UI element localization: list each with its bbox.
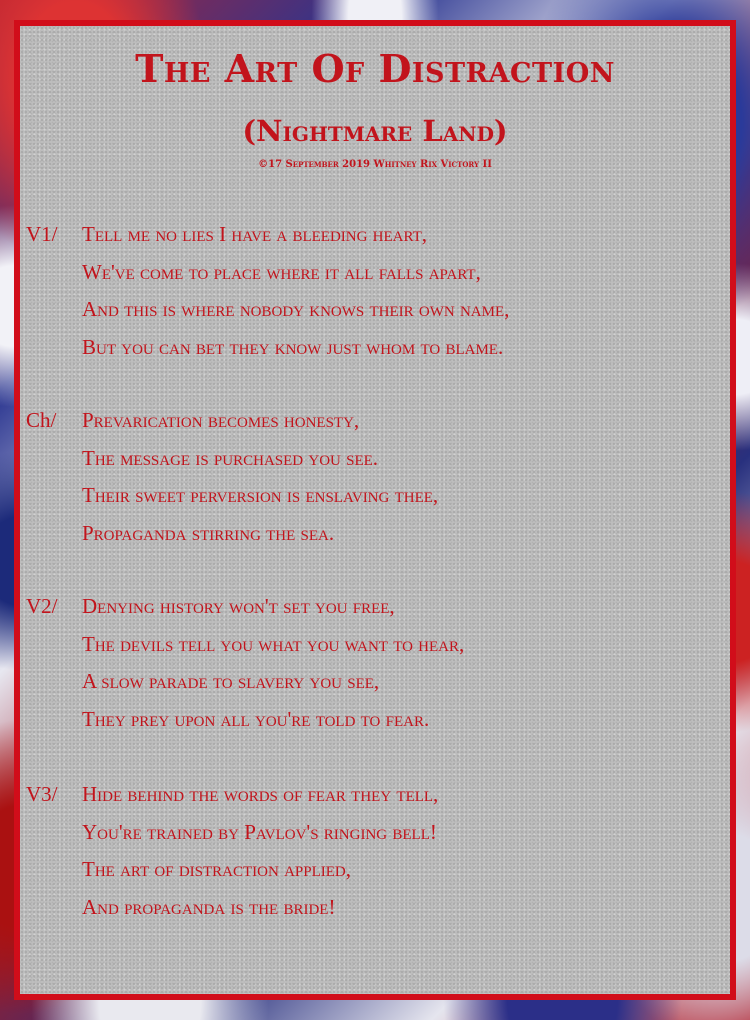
poem-line: The devils tell you what you want to hear,: [82, 631, 465, 656]
poem-line: You're trained by Pavlov's ringing bell!: [82, 819, 437, 844]
poem-line: Prevarication becomes honesty,: [82, 408, 360, 432]
stanza-label: V2/: [26, 594, 58, 618]
poem-line: They prey upon all you're told to fear.: [82, 706, 430, 731]
poem-line: Their sweet perversion is enslaving thee,: [82, 483, 439, 507]
poem-line: The message is purchased you see.: [82, 445, 379, 470]
poem-line: The art of distraction applied,: [82, 857, 352, 881]
poem-card: [14, 20, 736, 1000]
poem-title: The Art Of Distraction: [135, 46, 615, 91]
poem-line: But you can bet they know just whom to blame.: [82, 334, 504, 359]
poem-subtitle: (Nightmare Land): [242, 114, 508, 148]
poem-line: Propaganda stirring the sea.: [82, 520, 335, 545]
copyright-line: ©17 September 2019 Whitney Rix Victory II: [258, 159, 492, 170]
poem-line: Tell me no lies I have a bleeding heart,: [82, 222, 428, 246]
poem-line: And propaganda is the bride!: [82, 894, 336, 919]
poem-line: Hide behind the words of fear they tell,: [82, 782, 439, 806]
poem-line: A slow parade to slavery you see,: [82, 669, 380, 693]
poem-line: And this is where nobody knows their own name,: [82, 297, 510, 321]
stanza-label: V1/: [26, 222, 58, 246]
stanza-label: V3/: [26, 782, 58, 806]
stanza-label: Ch/: [26, 408, 57, 432]
poem-line: Denying history won't set you free,: [82, 594, 395, 618]
poem-line: We've come to place where it all falls apart,: [82, 259, 481, 284]
